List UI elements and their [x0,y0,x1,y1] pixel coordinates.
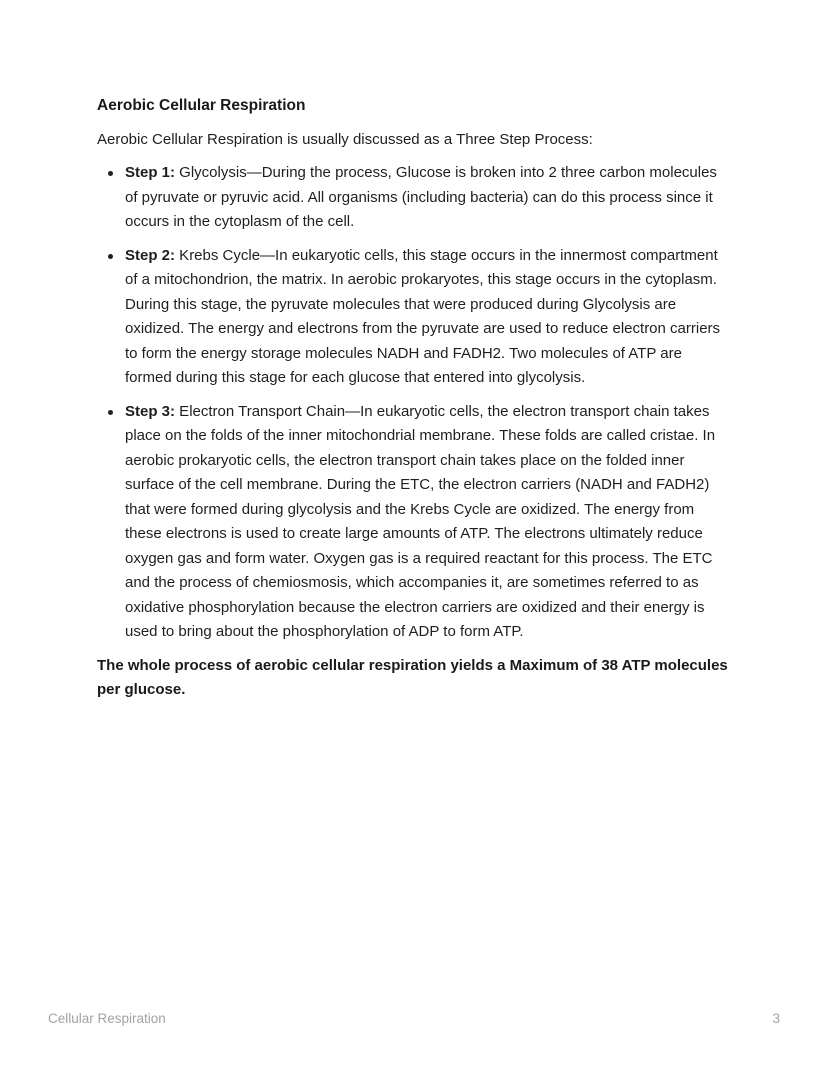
step-item-3 [97,400,730,645]
page-footer [48,1010,780,1028]
document-heading: Aerobic Cellular Respiration [97,97,306,114]
bullet-icon [108,410,113,415]
step-item-2 [97,244,730,391]
step-1-label: Step 1: [125,164,176,181]
footer-page-number: 3 [772,1011,780,1026]
step-3-text: Electron Transport Chain—In eukaryotic cells, the electron transport chain takes place on the folds of the inner mitochondrial membrane. These folds are called cristae. In aerobic prokaryotic cells, the electron transport chain takes place on the folded inner surface of the cell membrane. During the ETC, the electron carriers (NADH and FADH2) that were formed during glycolysis and the Krebs Cycle are oxidized. The energy from these electrons is used to create large amounts of ATP. The electrons ultimately reduce oxygen gas and form water. Oxygen gas is a required reactant for this process. The ETC and the process of chemiosmosis, which accompanies it, are sometimes referred to as oxidative phosphorylation because the electron carriers are oxidized and their energy is used to bring about the phosphorylation of ADP to form ATP. [125,402,716,640]
steps-list [97,161,730,645]
step-1-text: Glycolysis—During the process, Glucose is broken into 2 three carbon molecules of pyruvate or pyruvic acid. All organisms (including bacteria) can do this process since it occurs in the cytoplasm of the cell. [125,164,717,230]
step-3-label: Step 3: [125,402,176,420]
intro-paragraph: Aerobic Cellular Respiration is usually discussed as a Three Step Process: [97,130,593,148]
step-2-text: Krebs Cycle—In eukaryotic cells, this stage occurs in the innermost compartment of a mitochondrion, the matrix. In aerobic prokaryotes, this stage occurs in the cytoplasm. During this stage, the pyruvate molecules that were produced during Glycolysis are oxidized. The energy and electrons from the pyruvate are used to reduce electron carriers to form the energy storage molecules NADH and FADH2. Two molecules of ATP are formed during this stage for each glucose that entered into glycolysis. [125,246,721,386]
bullet-icon [108,254,113,259]
step-2-label: Step 2: [125,246,176,264]
conclusion-paragraph: The whole process of aerobic cellular respiration yields a Maximum of 38 ATP molecules per glucose. [97,656,728,698]
bullet-icon [108,171,113,176]
footer-document-title: Cellular Respiration [48,1011,166,1026]
step-item-1 [97,161,730,235]
